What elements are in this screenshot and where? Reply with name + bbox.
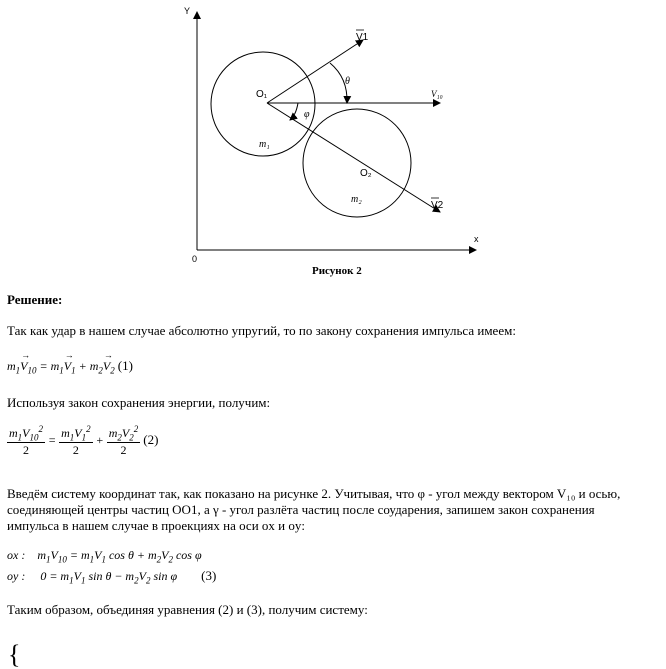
o2-label: O₂ [360, 168, 372, 179]
phi-arc [290, 103, 298, 120]
paragraph-coordinates-line3: импульса в нашем случае в проекциях на оси ox и oy: [7, 518, 305, 533]
v1-vector [267, 40, 363, 103]
equation-3-oy: oy : $0 = m_1V_1$ $\sin \theta - m_2V_2$ sin φ (3) [7, 568, 217, 586]
equation-3-oy-label: oy : [7, 569, 26, 583]
paragraph-coordinates-line2: соединяющей центры частиц OO1, а γ - угол разлёта частиц после соударения, запишем закон сохранения [7, 502, 595, 517]
equation-3-ox-label: ox : [7, 548, 26, 562]
origin-label: 0 [192, 254, 198, 264]
paragraph-momentum: Так как удар в нашем случае абсолютно упругий, то по закону сохранения импульса имеем: [7, 323, 516, 338]
figure-diagram [0, 0, 666, 290]
v1-label: V1 [356, 32, 369, 43]
equation-1: $m_1\to V_{10} = m_1\to V_1 + m_2\to V_2$ (1) [7, 358, 133, 375]
o1-label: O₁ [256, 89, 268, 100]
v2-label: V2 [431, 200, 444, 211]
paragraph-energy: Используя закон сохранения энергии, получим: [7, 395, 271, 410]
axis-x-label: x [474, 234, 479, 244]
equation-1-number: (1) [117, 358, 133, 373]
equation-3-ox: ox : $m_1V_{10} = m_1V_1$ $\cos \theta + m_2V_2$ cos φ [7, 548, 202, 565]
m1-label: m₁ [259, 139, 270, 150]
phi-label: φ [304, 109, 310, 120]
v10-label: V₁₀ [431, 89, 443, 99]
theta-label: θ [345, 76, 350, 87]
solution-heading: Решение: [7, 292, 63, 307]
equation-2: $\frac{m_1V_{10}^2}{2}$ = $\frac{m_1V_1^2}{2}$ + $\frac{m_2V_2^2}{2}$ (2) [9, 424, 159, 458]
paragraph-coordinates-line1: Введём систему координат так, как показано на рисунке 2. Учитывая, что φ - угол между вектором V₁₀ и осью, [7, 486, 621, 501]
equation-3-number: (3) [201, 568, 217, 583]
axis-y-label: Y [184, 6, 191, 16]
figure-caption: Рисунок 2 [312, 265, 362, 277]
paragraph-system: Таким образом, объединяя уравнения (2) и (3), получим систему: [7, 602, 368, 617]
m2-label: m₂ [351, 194, 362, 205]
equation-2-number: (2) [143, 431, 159, 447]
system-brace: { [8, 640, 21, 669]
